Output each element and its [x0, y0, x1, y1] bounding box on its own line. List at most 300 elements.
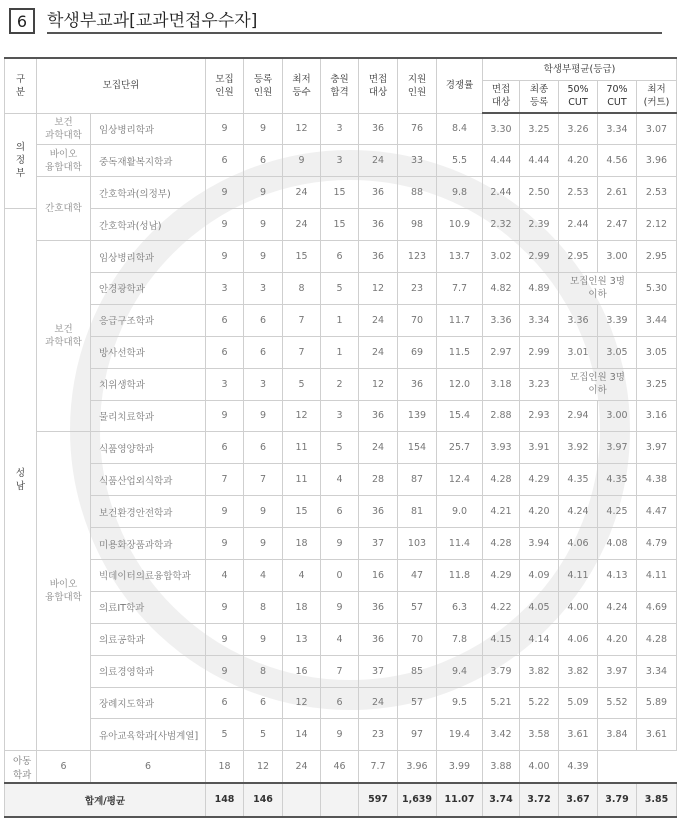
additional-value: 6: [321, 687, 359, 719]
cut70-value: 4.20: [598, 623, 637, 655]
total-additional: [321, 783, 359, 817]
table-row: [5, 304, 677, 336]
cut50-value: 3.92: [559, 432, 598, 464]
gpa-interview-value: 3.02: [483, 241, 520, 273]
college-cell: 보건 과학대학: [37, 241, 91, 432]
total-cut70: 3.79: [598, 783, 637, 817]
enrolled-value: 5: [244, 719, 283, 751]
additional-value: 7: [321, 655, 359, 687]
applicants-value: 123: [398, 241, 437, 273]
cut-min-value: 4.69: [637, 591, 677, 623]
cut-min-value: 5.30: [637, 272, 677, 304]
total-cut50: 3.67: [559, 783, 598, 817]
ratio-value: 10.9: [437, 209, 483, 241]
applicants-value: 36: [398, 368, 437, 400]
cut-min-value: 3.61: [637, 719, 677, 751]
gpa-interview-value: 4.44: [483, 145, 520, 177]
gpa-final-value: 3.82: [520, 655, 559, 687]
department-name: 응급구조학과: [91, 304, 206, 336]
interview-value: 36: [359, 113, 398, 145]
cut50-value: 3.01: [559, 336, 598, 368]
lowest-rank-value: 18: [283, 591, 321, 623]
cut-min-value: 3.44: [637, 304, 677, 336]
lowest-rank-value: 4: [283, 559, 321, 591]
cut-min-value: 2.53: [637, 177, 677, 209]
ratio-value: 7.8: [437, 623, 483, 655]
interview-value: 36: [359, 591, 398, 623]
cut70-value: 4.35: [598, 464, 637, 496]
gpa-interview-value: 3.30: [483, 113, 520, 145]
ratio-value: 15.4: [437, 400, 483, 432]
gpa-interview-value: 3.79: [483, 655, 520, 687]
interview-value: 37: [359, 528, 398, 560]
applicants-value: 57: [398, 591, 437, 623]
recruit-value: 9: [206, 591, 244, 623]
additional-value: 9: [321, 528, 359, 560]
cut50-value: 3.61: [559, 719, 598, 751]
cut70-value: 3.05: [598, 336, 637, 368]
header-lowest-rank: 최저 등수: [283, 58, 321, 113]
lowest-rank-value: 16: [283, 655, 321, 687]
cut50-value: 4.35: [559, 464, 598, 496]
gpa-final-value: 3.91: [520, 432, 559, 464]
enrolled-value: 7: [244, 464, 283, 496]
recruit-value: 6: [37, 751, 91, 783]
cut50-value: 3.36: [559, 304, 598, 336]
cut-min-value: 3.05: [637, 336, 677, 368]
cut70-value: 3.84: [598, 719, 637, 751]
cut-min-value: 4.28: [637, 623, 677, 655]
applicants-value: 87: [398, 464, 437, 496]
applicants-value: 47: [398, 559, 437, 591]
cut50-value: 3.82: [559, 655, 598, 687]
enrolled-value: 9: [244, 209, 283, 241]
total-cut-min: 3.85: [637, 783, 677, 817]
applicants-value: 88: [398, 177, 437, 209]
ratio-value: 19.4: [437, 719, 483, 751]
department-name: 식품산업외식학과: [91, 464, 206, 496]
cut50-value: 2.94: [559, 400, 598, 432]
table-row: [5, 400, 677, 432]
department-name: 의료공학과: [91, 623, 206, 655]
header-unit: 모집단위: [37, 58, 206, 113]
table-row: [5, 559, 677, 591]
gpa-final-value: 4.14: [520, 623, 559, 655]
enrolled-value: 4: [244, 559, 283, 591]
cut70-value: 4.25: [598, 496, 637, 528]
header-gpa-final: 최종 등록: [520, 80, 559, 113]
cut70-value: 3.39: [598, 304, 637, 336]
cut-min-value: 4.39: [559, 751, 598, 783]
header-recruit: 모집 인원: [206, 58, 244, 113]
section-title: [9, 6, 662, 34]
cut50-value: 2.95: [559, 241, 598, 273]
lowest-rank-value: 9: [283, 145, 321, 177]
department-name: 의료경영학과: [91, 655, 206, 687]
header-division: 구 분: [5, 58, 37, 113]
gpa-interview-value: 3.42: [483, 719, 520, 751]
cut70-value: 4.00: [520, 751, 559, 783]
lowest-rank-value: 12: [283, 400, 321, 432]
total-label: 합계/평균: [5, 783, 206, 817]
header-ratio: 경쟁률: [437, 58, 483, 113]
additional-value: 4: [321, 623, 359, 655]
total-row: [5, 783, 677, 817]
lowest-rank-value: 24: [283, 209, 321, 241]
recruit-value: 6: [206, 336, 244, 368]
table-row: [5, 464, 677, 496]
enrolled-value: 8: [244, 591, 283, 623]
interview-value: 36: [359, 241, 398, 273]
enrolled-value: 9: [244, 113, 283, 145]
gpa-interview-value: 4.82: [483, 272, 520, 304]
interview-value: 28: [359, 464, 398, 496]
department-name: 장례지도학과: [91, 687, 206, 719]
department-name: 중독재활복지학과: [91, 145, 206, 177]
table-row: [5, 336, 677, 368]
gpa-interview-value: 3.18: [483, 368, 520, 400]
gpa-final-value: 3.58: [520, 719, 559, 751]
applicants-value: 154: [398, 432, 437, 464]
enrolled-value: 6: [244, 687, 283, 719]
header-cut70: 70% CUT: [598, 80, 637, 113]
cut-min-value: 3.07: [637, 113, 677, 145]
recruit-value: 6: [206, 432, 244, 464]
cut50-value: 2.53: [559, 177, 598, 209]
recruit-value: 9: [206, 241, 244, 273]
ratio-value: 13.7: [437, 241, 483, 273]
table-row: [5, 432, 677, 464]
additional-value: 1: [321, 336, 359, 368]
recruit-value: 5: [206, 719, 244, 751]
total-lowest-rank: [283, 783, 321, 817]
header-additional: 충원 합격: [321, 58, 359, 113]
table-row: [5, 272, 677, 304]
enrolled-value: 9: [244, 623, 283, 655]
department-name: 아동학과: [5, 751, 37, 783]
interview-value: 23: [359, 719, 398, 751]
additional-value: 15: [321, 209, 359, 241]
gpa-interview-value: 2.44: [483, 177, 520, 209]
section-title-text: 학생부교과[교과면접우수자]: [47, 6, 662, 34]
enrolled-value: 9: [244, 241, 283, 273]
department-name: 치위생학과: [91, 368, 206, 400]
ratio-value: 11.8: [437, 559, 483, 591]
table-row: [5, 177, 677, 209]
cut-min-value: 4.47: [637, 496, 677, 528]
recruit-value: 9: [206, 655, 244, 687]
ratio-value: 11.7: [437, 304, 483, 336]
cut50-value: 3.88: [483, 751, 520, 783]
additional-value: 3: [321, 113, 359, 145]
lowest-rank-value: 7: [283, 304, 321, 336]
applicants-value: 33: [398, 145, 437, 177]
gpa-final-value: 2.39: [520, 209, 559, 241]
additional-value: 0: [321, 559, 359, 591]
lowest-rank-value: 24: [283, 177, 321, 209]
lowest-rank-value: 12: [283, 113, 321, 145]
additional-value: 5: [321, 432, 359, 464]
recruit-value: 9: [206, 528, 244, 560]
interview-value: 36: [359, 400, 398, 432]
interview-value: 36: [359, 177, 398, 209]
cut70-value: 4.56: [598, 145, 637, 177]
additional-value: 6: [321, 496, 359, 528]
cut50-value: 2.44: [559, 209, 598, 241]
lowest-rank-value: 14: [283, 719, 321, 751]
ratio-value: 9.4: [437, 655, 483, 687]
lowest-rank-value: 12: [283, 687, 321, 719]
header-enrolled: 등록 인원: [244, 58, 283, 113]
interview-value: 36: [359, 209, 398, 241]
gpa-final-value: 3.99: [437, 751, 483, 783]
enrolled-value: 9: [244, 177, 283, 209]
applicants-value: 103: [398, 528, 437, 560]
enrolled-value: 9: [244, 528, 283, 560]
interview-value: 24: [359, 304, 398, 336]
gpa-final-value: 4.05: [520, 591, 559, 623]
enrolled-value: 9: [244, 400, 283, 432]
total-gpa-final: 3.72: [520, 783, 559, 817]
recruit-value: 3: [206, 368, 244, 400]
cut50-value: 4.06: [559, 528, 598, 560]
interview-value: 24: [283, 751, 321, 783]
ratio-value: 9.5: [437, 687, 483, 719]
interview-value: 24: [359, 432, 398, 464]
recruit-value: 9: [206, 113, 244, 145]
recruit-value: 7: [206, 464, 244, 496]
applicants-value: 46: [321, 751, 359, 783]
recruit-value: 6: [206, 687, 244, 719]
college-cell: 바이오 융합대학: [37, 145, 91, 177]
enrolled-value: 6: [244, 145, 283, 177]
gpa-interview-value: 4.15: [483, 623, 520, 655]
department-name: 보건환경안전학과: [91, 496, 206, 528]
cut70-value: 2.61: [598, 177, 637, 209]
gpa-interview-value: 3.93: [483, 432, 520, 464]
table-row: [5, 655, 677, 687]
lowest-rank-value: 11: [283, 432, 321, 464]
department-name: 간호학과(의정부): [91, 177, 206, 209]
total-ratio: 11.07: [437, 783, 483, 817]
additional-value: 6: [321, 241, 359, 273]
cut50-value: 3.26: [559, 113, 598, 145]
cut70-value: 4.08: [598, 528, 637, 560]
additional-value: 9: [321, 591, 359, 623]
recruit-value: 6: [206, 304, 244, 336]
applicants-value: 70: [398, 623, 437, 655]
recruit-value: 9: [206, 496, 244, 528]
lowest-rank-value: 15: [283, 496, 321, 528]
gpa-interview-value: 2.97: [483, 336, 520, 368]
small-recruit-note: 모집인원 3명 이하: [559, 368, 637, 400]
enrolled-value: 3: [244, 272, 283, 304]
applicants-value: 85: [398, 655, 437, 687]
cut-min-value: 4.38: [637, 464, 677, 496]
recruit-value: 9: [206, 623, 244, 655]
cut70-value: 5.52: [598, 687, 637, 719]
interview-value: 24: [359, 687, 398, 719]
cut-min-value: 3.96: [637, 145, 677, 177]
cut50-value: 4.11: [559, 559, 598, 591]
enrolled-value: 6: [244, 432, 283, 464]
table-row: [5, 145, 677, 177]
interview-value: 36: [359, 623, 398, 655]
ratio-value: 9.0: [437, 496, 483, 528]
applicants-value: 139: [398, 400, 437, 432]
ratio-value: 7.7: [437, 272, 483, 304]
department-name: 간호학과(성남): [91, 209, 206, 241]
table-row: [5, 623, 677, 655]
recruit-value: 9: [206, 177, 244, 209]
section-number: 6: [9, 8, 35, 34]
header-cut-min: 최저 (커트): [637, 80, 677, 113]
gpa-final-value: 4.09: [520, 559, 559, 591]
department-name: 물리치료학과: [91, 400, 206, 432]
cut70-value: 3.34: [598, 113, 637, 145]
table-row: [5, 368, 677, 400]
department-name: 빅데이터의료융합학과: [91, 559, 206, 591]
gpa-interview-value: 5.21: [483, 687, 520, 719]
table-row: [5, 687, 677, 719]
gpa-interview-value: 4.22: [483, 591, 520, 623]
cut-min-value: 5.89: [637, 687, 677, 719]
applicants-value: 57: [398, 687, 437, 719]
department-name: 유아교육학과[사범계열]: [91, 719, 206, 751]
recruit-value: 6: [206, 145, 244, 177]
applicants-value: 76: [398, 113, 437, 145]
additional-value: 12: [244, 751, 283, 783]
lowest-rank-value: 8: [283, 272, 321, 304]
applicants-value: 69: [398, 336, 437, 368]
gpa-interview-value: 4.28: [483, 464, 520, 496]
interview-value: 16: [359, 559, 398, 591]
department-name: 의료IT학과: [91, 591, 206, 623]
cut70-value: 3.00: [598, 241, 637, 273]
table-row: [5, 209, 677, 241]
gpa-final-value: 3.94: [520, 528, 559, 560]
cut70-value: 2.47: [598, 209, 637, 241]
additional-value: 5: [321, 272, 359, 304]
gpa-final-value: 3.34: [520, 304, 559, 336]
interview-value: 24: [359, 145, 398, 177]
cut-min-value: 3.25: [637, 368, 677, 400]
additional-value: 2: [321, 368, 359, 400]
gpa-final-value: 3.23: [520, 368, 559, 400]
lowest-rank-value: 15: [283, 241, 321, 273]
additional-value: 15: [321, 177, 359, 209]
enrolled-value: 6: [91, 751, 206, 783]
cut70-value: 3.97: [598, 655, 637, 687]
cut-min-value: 4.79: [637, 528, 677, 560]
table-row: [5, 496, 677, 528]
interview-value: 12: [359, 272, 398, 304]
lowest-rank-value: 13: [283, 623, 321, 655]
gpa-interview-value: 4.28: [483, 528, 520, 560]
enrolled-value: 6: [244, 304, 283, 336]
cut-min-value: 3.16: [637, 400, 677, 432]
ratio-value: 11.4: [437, 528, 483, 560]
cut50-value: 4.00: [559, 591, 598, 623]
additional-value: 1: [321, 304, 359, 336]
additional-value: 3: [321, 400, 359, 432]
ratio-value: 12.0: [437, 368, 483, 400]
gpa-interview-value: 2.88: [483, 400, 520, 432]
interview-value: 36: [359, 496, 398, 528]
ratio-value: 6.3: [437, 591, 483, 623]
ratio-value: 5.5: [437, 145, 483, 177]
department-name: 안경광학과: [91, 272, 206, 304]
lowest-rank-value: 18: [206, 751, 244, 783]
gpa-final-value: 2.50: [520, 177, 559, 209]
total-recruit: 148: [206, 783, 244, 817]
gpa-final-value: 2.93: [520, 400, 559, 432]
total-enrolled: 146: [244, 783, 283, 817]
gpa-final-value: 4.89: [520, 272, 559, 304]
gpa-final-value: 4.44: [520, 145, 559, 177]
cut70-value: 4.13: [598, 559, 637, 591]
ratio-value: 9.8: [437, 177, 483, 209]
header-gpa-group: 학생부평균(등급): [483, 58, 677, 80]
enrolled-value: 9: [244, 496, 283, 528]
admission-results-table: [4, 57, 677, 818]
college-cell: 간호대학: [37, 177, 91, 241]
additional-value: 4: [321, 464, 359, 496]
recruit-value: 4: [206, 559, 244, 591]
ratio-value: 8.4: [437, 113, 483, 145]
department-name: 식품영양학과: [91, 432, 206, 464]
header-interview: 면접 대상: [359, 58, 398, 113]
cut70-value: 3.97: [598, 432, 637, 464]
enrolled-value: 8: [244, 655, 283, 687]
cut-min-value: 4.11: [637, 559, 677, 591]
recruit-value: 3: [206, 272, 244, 304]
interview-value: 12: [359, 368, 398, 400]
gpa-final-value: 5.22: [520, 687, 559, 719]
enrolled-value: 3: [244, 368, 283, 400]
department-name: 임상병리학과: [91, 241, 206, 273]
applicants-value: 70: [398, 304, 437, 336]
gpa-final-value: 4.20: [520, 496, 559, 528]
gpa-interview-value: 3.36: [483, 304, 520, 336]
cut50-value: 4.06: [559, 623, 598, 655]
cut50-value: 4.20: [559, 145, 598, 177]
applicants-value: 23: [398, 272, 437, 304]
college-cell: 바이오 융합대학: [37, 432, 91, 751]
recruit-value: 9: [206, 400, 244, 432]
gpa-interview-value: 4.29: [483, 559, 520, 591]
table-row: [5, 719, 677, 751]
additional-value: 3: [321, 145, 359, 177]
interview-value: 37: [359, 655, 398, 687]
total-applicants: 1,639: [398, 783, 437, 817]
gpa-final-value: 4.29: [520, 464, 559, 496]
applicants-value: 98: [398, 209, 437, 241]
cut-min-value: 2.95: [637, 241, 677, 273]
campus-cell: 의 정 부: [5, 113, 37, 209]
department-name: 방사선학과: [91, 336, 206, 368]
college-cell: 보건 과학대학: [37, 113, 91, 145]
cut-min-value: 3.97: [637, 432, 677, 464]
applicants-value: 81: [398, 496, 437, 528]
total-interview: 597: [359, 783, 398, 817]
cut50-value: 5.09: [559, 687, 598, 719]
interview-value: 24: [359, 336, 398, 368]
gpa-interview-value: 3.96: [398, 751, 437, 783]
ratio-value: 12.4: [437, 464, 483, 496]
gpa-final-value: 3.25: [520, 113, 559, 145]
lowest-rank-value: 7: [283, 336, 321, 368]
